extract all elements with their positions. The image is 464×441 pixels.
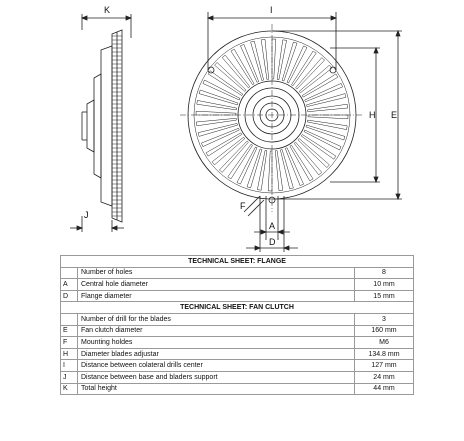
row-label: F: [61, 337, 78, 349]
row-value: 8: [355, 267, 414, 279]
row-label: J: [61, 371, 78, 383]
fan-clutch-header: TECHNICAL SHEET: FAN CLUTCH: [61, 302, 414, 314]
table-row: [61, 337, 414, 349]
label-d: D: [269, 237, 276, 247]
table-row: [61, 279, 414, 291]
row-value: 15 mm: [355, 290, 414, 302]
row-value: 134.8 mm: [355, 348, 414, 360]
fan-clutch-header-row: [61, 302, 414, 314]
fin: [282, 42, 297, 81]
fin: [268, 151, 272, 191]
fin: [305, 83, 343, 101]
label-a: A: [269, 221, 276, 231]
fin: [275, 151, 283, 191]
row-label: E: [61, 325, 78, 337]
label-e: E: [391, 110, 398, 120]
row-value: 127 mm: [355, 360, 414, 372]
flange-header-row: [61, 256, 414, 268]
mounting-hole: [330, 67, 336, 73]
label-h: H: [369, 110, 376, 120]
fin: [261, 39, 269, 79]
fin: [237, 147, 257, 184]
dimension-j: [70, 216, 124, 232]
fin: [277, 40, 287, 80]
row-description: Distance between colateral drills center: [78, 360, 355, 372]
dimension-f: [244, 196, 264, 216]
fin: [285, 148, 303, 186]
row-label: K: [61, 383, 78, 395]
dimension-k: [82, 14, 131, 38]
row-description: Total height: [78, 383, 355, 395]
fin: [304, 130, 341, 150]
technical-sheet-table: [60, 255, 414, 395]
row-description: Flange diameter: [78, 290, 355, 302]
fin: [197, 100, 237, 110]
row-label: D: [61, 290, 78, 302]
row-description: Distance between base and bladers support: [78, 371, 355, 383]
row-value: 3: [355, 313, 414, 325]
fin: [199, 90, 238, 105]
fin: [251, 41, 264, 80]
row-label: [61, 267, 78, 279]
row-label: A: [61, 279, 78, 291]
table-row: [61, 360, 414, 372]
table-row: [61, 267, 414, 279]
fin: [203, 80, 240, 100]
fin: [306, 125, 345, 140]
fin: [201, 128, 239, 146]
fin: [240, 44, 258, 82]
row-description: Number of drill for the blades: [78, 313, 355, 325]
fin: [196, 111, 236, 115]
table-row: [61, 371, 414, 383]
row-description: Fan clutch diameter: [78, 325, 355, 337]
table-row: [61, 383, 414, 395]
fin: [307, 120, 347, 130]
fin: [307, 94, 346, 107]
row-value: M6: [355, 337, 414, 349]
row-value: 10 mm: [355, 279, 414, 291]
label-f: F: [240, 201, 246, 211]
row-label: [61, 313, 78, 325]
fin: [198, 123, 237, 136]
fin: [287, 46, 307, 83]
table-row: [61, 313, 414, 325]
fin: [247, 149, 262, 188]
row-description: Number of holes: [78, 267, 355, 279]
fin: [257, 150, 267, 190]
table-row: [61, 290, 414, 302]
fin: [196, 118, 236, 126]
fin: [308, 104, 348, 112]
label-j: J: [84, 210, 89, 220]
fin: [308, 115, 348, 119]
row-description: Mounting holdes: [78, 337, 355, 349]
row-description: Diameter blades adjustar: [78, 348, 355, 360]
row-label: H: [61, 348, 78, 360]
table-row: [61, 348, 414, 360]
row-value: 44 mm: [355, 383, 414, 395]
row-value: 24 mm: [355, 371, 414, 383]
table-row: [61, 325, 414, 337]
row-value: 160 mm: [355, 325, 414, 337]
flange-header: TECHNICAL SHEET: FLANGE: [61, 256, 414, 268]
fin: [280, 150, 293, 189]
row-label: I: [61, 360, 78, 372]
label-i: I: [270, 5, 273, 15]
row-description: Central hole diameter: [78, 279, 355, 291]
label-k: K: [104, 5, 111, 15]
mounting-hole: [208, 67, 214, 73]
fin: [272, 39, 276, 79]
side-view: [82, 30, 122, 222]
